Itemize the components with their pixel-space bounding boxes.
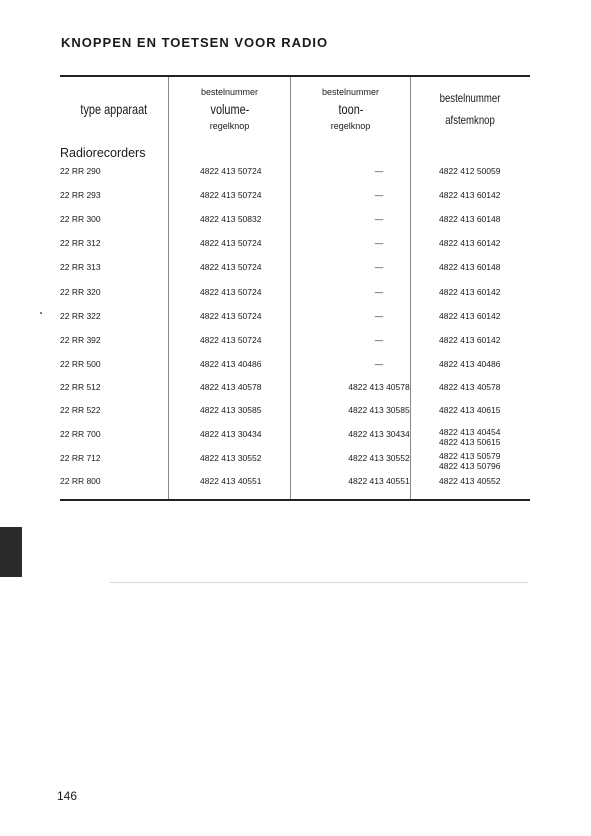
afstem-cell: [439, 451, 500, 471]
table-row: [60, 238, 530, 258]
toon-cell: —: [374, 238, 384, 248]
toon-cell: —: [374, 190, 384, 200]
afstem-cell: [439, 190, 500, 200]
afstem-value: 4822 413 50796: [439, 461, 501, 471]
table-row: [60, 190, 530, 210]
type-cell: 22 RR 712: [60, 453, 101, 463]
header-label: type apparaat: [80, 101, 148, 117]
toon-cell: 4822 413 40578: [348, 382, 410, 392]
page-title: KNOPPEN EN TOETSEN VOOR RADIO: [61, 35, 329, 50]
afstem-value: 4822 413 60142: [439, 190, 501, 200]
type-cell: 22 RR 500: [60, 359, 101, 369]
afstem-value: 4822 413 60148: [439, 262, 501, 272]
table-row: [60, 214, 530, 234]
afstem-value: 4822 413 40552: [439, 476, 501, 486]
volume-cell: 4822 413 50724: [200, 166, 262, 176]
type-cell: 22 RR 290: [60, 166, 101, 176]
speck: [40, 312, 42, 314]
afstem-value: 4822 413 40486: [439, 359, 501, 369]
toon-cell: —: [374, 311, 384, 321]
table-row: [60, 166, 530, 186]
header-type-apparaat: [60, 77, 168, 141]
divider: [110, 582, 528, 583]
header-label: afstemknop: [445, 113, 496, 127]
afstem-value: 4822 413 60142: [439, 311, 501, 321]
volume-cell: 4822 413 50724: [200, 238, 262, 248]
header-label: regelknop: [209, 121, 250, 131]
type-cell: 22 RR 700: [60, 429, 101, 439]
volume-cell: 4822 413 50724: [200, 190, 262, 200]
toon-cell: 4822 413 30585: [348, 405, 410, 415]
volume-cell: 4822 413 30585: [200, 405, 262, 415]
type-cell: 22 RR 300: [60, 214, 101, 224]
type-cell: 22 RR 392: [60, 335, 101, 345]
volume-cell: 4822 413 40578: [200, 382, 262, 392]
volume-cell: 4822 413 50832: [200, 214, 262, 224]
volume-cell: 4822 413 40551: [200, 476, 262, 486]
volume-cell: 4822 413 30434: [200, 429, 262, 439]
afstem-value: 4822 413 60142: [439, 238, 501, 248]
afstem-value: 4822 412 50059: [439, 166, 501, 176]
volume-cell: 4822 413 50724: [200, 262, 262, 272]
table-row: [60, 262, 530, 282]
afstem-cell: [439, 382, 500, 392]
type-cell: 22 RR 313: [60, 262, 101, 272]
toon-cell: 4822 413 30434: [348, 429, 410, 439]
header-label: bestelnummer: [200, 87, 259, 97]
toon-cell: 4822 413 40551: [348, 476, 410, 486]
type-cell: 22 RR 293: [60, 190, 101, 200]
header-volume: [169, 77, 290, 141]
type-cell: 22 RR 320: [60, 287, 101, 297]
toon-cell: —: [374, 214, 384, 224]
header-toon: [291, 77, 410, 141]
type-cell: 22 RR 522: [60, 405, 101, 415]
toon-cell: —: [374, 359, 384, 369]
header-label: bestelnummer: [440, 91, 501, 105]
table-row: [60, 287, 530, 307]
volume-cell: 4822 413 50724: [200, 287, 262, 297]
afstem-value: 4822 413 60142: [439, 335, 501, 345]
afstem-cell: [439, 405, 500, 415]
volume-cell: 4822 413 30552: [200, 453, 262, 463]
afstem-value: 4822 413 60142: [439, 287, 501, 297]
table-row: [60, 382, 530, 402]
volume-cell: 4822 413 40486: [200, 359, 262, 369]
toon-cell: —: [374, 262, 384, 272]
header-label: toon-: [338, 101, 363, 117]
afstem-cell: [439, 238, 500, 248]
afstem-cell: [439, 166, 500, 176]
table-row: [60, 311, 530, 331]
header-label: volume-: [210, 101, 249, 117]
afstem-cell: [439, 311, 500, 321]
table-row: [60, 359, 530, 379]
toon-cell: —: [374, 287, 384, 297]
section-heading: Radiorecorders: [60, 146, 146, 160]
afstem-cell: [439, 335, 500, 345]
toon-cell: —: [374, 166, 384, 176]
volume-cell: 4822 413 50724: [200, 335, 262, 345]
afstem-cell: [439, 427, 500, 447]
afstem-cell: [439, 287, 500, 297]
afstem-value: 4822 413 50579: [439, 451, 501, 461]
type-cell: 22 RR 512: [60, 382, 101, 392]
table-row: [60, 335, 530, 355]
table-bottom-rule: [60, 499, 530, 501]
header-label: regelknop: [330, 121, 371, 131]
toon-cell: —: [374, 335, 384, 345]
table-row: [60, 429, 530, 449]
afstem-cell: [439, 359, 500, 369]
afstem-value: 4822 413 50615: [439, 437, 501, 447]
thumb-index-tab: [0, 527, 22, 577]
table-row: [60, 405, 530, 425]
afstem-value: 4822 413 40615: [439, 405, 501, 415]
header-label: bestelnummer: [321, 87, 380, 97]
header-afstem: [411, 77, 530, 141]
type-cell: 22 RR 312: [60, 238, 101, 248]
afstem-value: 4822 413 40454: [439, 427, 501, 437]
type-cell: 22 RR 800: [60, 476, 101, 486]
afstem-value: 4822 413 40578: [439, 382, 501, 392]
afstem-cell: [439, 262, 500, 272]
afstem-cell: [439, 214, 500, 224]
volume-cell: 4822 413 50724: [200, 311, 262, 321]
table-row: [60, 453, 530, 473]
afstem-value: 4822 413 60148: [439, 214, 501, 224]
page-number: 146: [57, 789, 78, 803]
toon-cell: 4822 413 30552: [348, 453, 410, 463]
afstem-cell: [439, 476, 500, 486]
table-row: [60, 476, 530, 496]
type-cell: 22 RR 322: [60, 311, 101, 321]
